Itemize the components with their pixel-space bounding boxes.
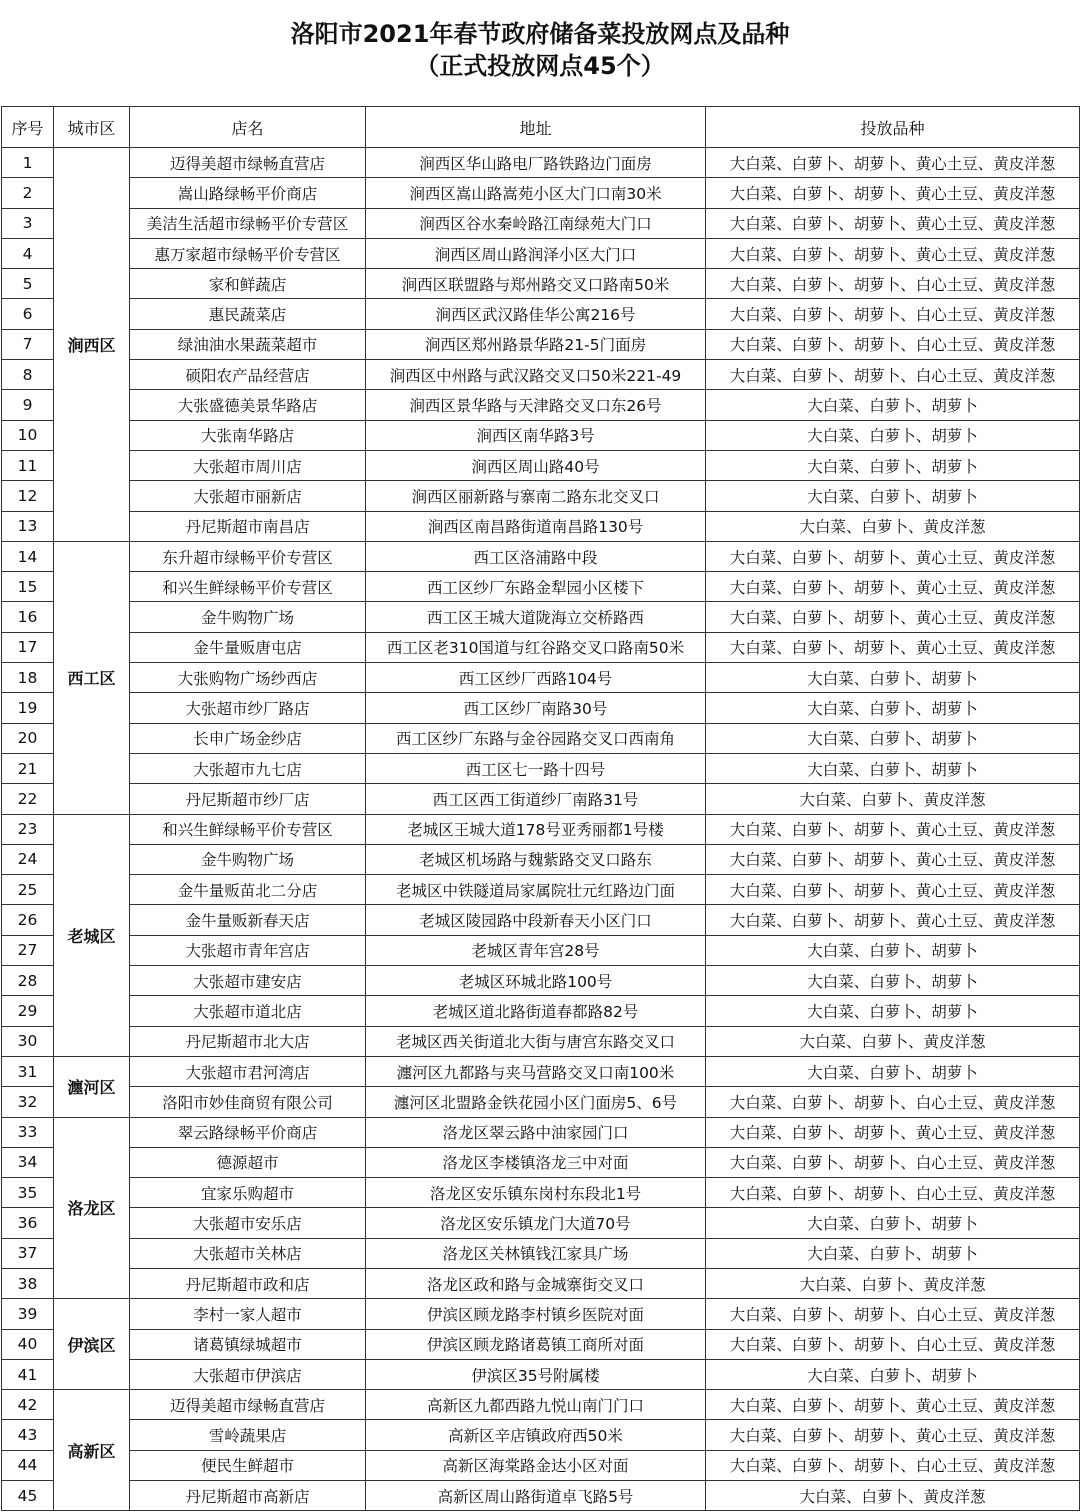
store-name: 金牛量贩新春天店 xyxy=(130,905,366,935)
store-name: 惠万家超市绿畅平价专营区 xyxy=(130,238,366,268)
store-name: 宜家乐购超市 xyxy=(130,1178,366,1208)
store-address: 涧西区周山路润泽小区大门口 xyxy=(366,238,706,268)
table-row xyxy=(2,935,1080,965)
produce-items: 大白菜、白萝卜、胡萝卜、白心土豆、黄皮洋葱 xyxy=(706,1299,1080,1329)
store-address: 涧西区郑州路景华路21-5门面房 xyxy=(366,329,706,359)
header-address: 地址 xyxy=(366,107,706,148)
store-address: 高新区九都西路九悦山南门门口 xyxy=(366,1390,706,1420)
produce-items: 大白菜、白萝卜、胡萝卜 xyxy=(706,450,1080,480)
store-address: 洛龙区政和路与金城寨街交叉口 xyxy=(366,1268,706,1298)
row-number: 32 xyxy=(2,1087,54,1117)
row-number: 2 xyxy=(2,178,54,208)
table-header-row xyxy=(2,107,1080,148)
table-row xyxy=(2,360,1080,390)
store-address: 老城区环城北路100号 xyxy=(366,966,706,996)
table-row xyxy=(2,299,1080,329)
table-row xyxy=(2,905,1080,935)
row-number: 16 xyxy=(2,602,54,632)
produce-items: 大白菜、白萝卜、胡萝卜、黄心土豆、黄皮洋葱 xyxy=(706,814,1080,844)
row-number: 11 xyxy=(2,450,54,480)
produce-items: 大白菜、白萝卜、黄皮洋葱 xyxy=(706,1268,1080,1298)
store-address: 高新区辛店镇政府西50米 xyxy=(366,1420,706,1450)
store-name: 大张购物广场纱西店 xyxy=(130,663,366,693)
row-number: 10 xyxy=(2,420,54,450)
produce-items: 大白菜、白萝卜、胡萝卜、白心土豆、黄皮洋葱 xyxy=(706,1178,1080,1208)
table-row xyxy=(2,966,1080,996)
table-row xyxy=(2,602,1080,632)
header-store: 店名 xyxy=(130,107,366,148)
store-address: 涧西区中州路与武汉路交叉口50米221-49 xyxy=(366,360,706,390)
produce-items: 大白菜、白萝卜、胡萝卜、白心土豆、黄皮洋葱 xyxy=(706,329,1080,359)
table-row xyxy=(2,1299,1080,1329)
district-name: 伊滨区 xyxy=(54,1299,130,1390)
row-number: 43 xyxy=(2,1420,54,1450)
table-row xyxy=(2,208,1080,238)
store-name: 丹尼斯超市南昌店 xyxy=(130,511,366,541)
produce-items: 大白菜、白萝卜、胡萝卜、黄心土豆、黄皮洋葱 xyxy=(706,875,1080,905)
store-name: 大张超市丽新店 xyxy=(130,481,366,511)
store-name: 大张南华路店 xyxy=(130,420,366,450)
district-name: 高新区 xyxy=(54,1390,130,1511)
table-row xyxy=(2,784,1080,814)
produce-items: 大白菜、白萝卜、胡萝卜、黄心土豆、黄皮洋葱 xyxy=(706,844,1080,874)
store-address: 西工区老310国道与红谷路交叉口路南50米 xyxy=(366,632,706,662)
store-address: 西工区西工街道纱厂南路31号 xyxy=(366,784,706,814)
row-number: 25 xyxy=(2,875,54,905)
store-name: 丹尼斯超市高新店 xyxy=(130,1481,366,1511)
table-row xyxy=(2,481,1080,511)
table-row xyxy=(2,1420,1080,1450)
store-name: 大张超市安乐店 xyxy=(130,1208,366,1238)
produce-items: 大白菜、白萝卜、胡萝卜 xyxy=(706,420,1080,450)
table-row xyxy=(2,148,1080,178)
table-row xyxy=(2,723,1080,753)
produce-items: 大白菜、白萝卜、胡萝卜 xyxy=(706,663,1080,693)
store-address: 瀍河区九都路与夹马营路交叉口南100米 xyxy=(366,1056,706,1086)
produce-items: 大白菜、白萝卜、胡萝卜、白心土豆、黄皮洋葱 xyxy=(706,1450,1080,1480)
row-number: 42 xyxy=(2,1390,54,1420)
table-row xyxy=(2,1026,1080,1056)
store-address: 涧西区谷水秦岭路江南绿苑大门口 xyxy=(366,208,706,238)
table-body xyxy=(2,148,1080,1511)
produce-items: 大白菜、白萝卜、黄皮洋葱 xyxy=(706,1026,1080,1056)
produce-items: 大白菜、白萝卜、胡萝卜、黄心土豆、黄皮洋葱 xyxy=(706,238,1080,268)
row-number: 15 xyxy=(2,572,54,602)
store-name: 硕阳农产品经营店 xyxy=(130,360,366,390)
table-row xyxy=(2,753,1080,783)
header-district: 城市区 xyxy=(54,107,130,148)
produce-items: 大白菜、白萝卜、胡萝卜、白心土豆、黄皮洋葱 xyxy=(706,1329,1080,1359)
produce-items: 大白菜、白萝卜、胡萝卜 xyxy=(706,390,1080,420)
district-name: 涧西区 xyxy=(54,148,130,542)
row-number: 5 xyxy=(2,269,54,299)
store-name: 大张超市周川店 xyxy=(130,450,366,480)
store-address: 洛龙区翠云路中油家园门口 xyxy=(366,1117,706,1147)
produce-items: 大白菜、白萝卜、胡萝卜、黄心土豆、黄皮洋葱 xyxy=(706,208,1080,238)
row-number: 20 xyxy=(2,723,54,753)
produce-items: 大白菜、白萝卜、胡萝卜、白心土豆、黄皮洋葱 xyxy=(706,299,1080,329)
produce-items: 大白菜、白萝卜、胡萝卜、白心土豆、黄皮洋葱 xyxy=(706,1087,1080,1117)
store-name: 美洁生活超市绿畅平价专营区 xyxy=(130,208,366,238)
produce-items: 大白菜、白萝卜、胡萝卜 xyxy=(706,693,1080,723)
table-row xyxy=(2,693,1080,723)
row-number: 23 xyxy=(2,814,54,844)
produce-items: 大白菜、白萝卜、胡萝卜 xyxy=(706,996,1080,1026)
row-number: 8 xyxy=(2,360,54,390)
store-address: 老城区青年宫28号 xyxy=(366,935,706,965)
table-row xyxy=(2,420,1080,450)
outlets-table xyxy=(1,106,1080,1511)
produce-items: 大白菜、白萝卜、胡萝卜、白心土豆、黄皮洋葱 xyxy=(706,360,1080,390)
row-number: 45 xyxy=(2,1481,54,1511)
header-items: 投放品种 xyxy=(706,107,1080,148)
produce-items: 大白菜、白萝卜、黄皮洋葱 xyxy=(706,784,1080,814)
store-name: 迈得美超市绿畅直营店 xyxy=(130,148,366,178)
table-row xyxy=(2,875,1080,905)
table-row xyxy=(2,1390,1080,1420)
row-number: 40 xyxy=(2,1329,54,1359)
store-name: 丹尼斯超市北大店 xyxy=(130,1026,366,1056)
store-name: 大张盛德美景华路店 xyxy=(130,390,366,420)
store-name: 和兴生鲜绿畅平价专营区 xyxy=(130,814,366,844)
store-name: 嵩山路绿畅平价商店 xyxy=(130,178,366,208)
table-row xyxy=(2,329,1080,359)
store-address: 老城区中铁隧道局家属院壮元红路边门面 xyxy=(366,875,706,905)
produce-items: 大白菜、白萝卜、胡萝卜、黄心土豆、黄皮洋葱 xyxy=(706,541,1080,571)
store-address: 老城区陵园路中段新春天小区门口 xyxy=(366,905,706,935)
table-row xyxy=(2,178,1080,208)
store-name: 大张超市建安店 xyxy=(130,966,366,996)
store-address: 洛龙区安乐镇龙门大道70号 xyxy=(366,1208,706,1238)
store-name: 李村一家人超市 xyxy=(130,1299,366,1329)
table-row xyxy=(2,663,1080,693)
row-number: 29 xyxy=(2,996,54,1026)
document-title xyxy=(0,0,1080,106)
table-row xyxy=(2,390,1080,420)
row-number: 1 xyxy=(2,148,54,178)
table-row xyxy=(2,1268,1080,1298)
store-address: 涧西区南华路3号 xyxy=(366,420,706,450)
store-name: 大张超市纱厂路店 xyxy=(130,693,366,723)
row-number: 27 xyxy=(2,935,54,965)
district-name: 老城区 xyxy=(54,814,130,1056)
district-name: 洛龙区 xyxy=(54,1117,130,1299)
table-row xyxy=(2,632,1080,662)
store-name: 迈得美超市绿畅直营店 xyxy=(130,1390,366,1420)
table-row xyxy=(2,269,1080,299)
produce-items: 大白菜、白萝卜、胡萝卜、黄心土豆、黄皮洋葱 xyxy=(706,148,1080,178)
header-no: 序号 xyxy=(2,107,54,148)
row-number: 21 xyxy=(2,753,54,783)
row-number: 9 xyxy=(2,390,54,420)
store-address: 西工区七一路十四号 xyxy=(366,753,706,783)
store-name: 德源超市 xyxy=(130,1147,366,1177)
store-name: 和兴生鲜绿畅平价专营区 xyxy=(130,572,366,602)
store-address: 老城区机场路与魏紫路交叉口路东 xyxy=(366,844,706,874)
store-address: 西工区王城大道陇海立交桥路西 xyxy=(366,602,706,632)
store-address: 西工区纱厂西路104号 xyxy=(366,663,706,693)
table-row xyxy=(2,450,1080,480)
table-row xyxy=(2,511,1080,541)
store-name: 金牛量贩唐屯店 xyxy=(130,632,366,662)
table-row xyxy=(2,1178,1080,1208)
table-row xyxy=(2,814,1080,844)
produce-items: 大白菜、白萝卜、胡萝卜、黄心土豆、黄皮洋葱 xyxy=(706,905,1080,935)
store-name: 翠云路绿畅平价商店 xyxy=(130,1117,366,1147)
produce-items: 大白菜、白萝卜、胡萝卜 xyxy=(706,935,1080,965)
produce-items: 大白菜、白萝卜、胡萝卜、黄心土豆、黄皮洋葱 xyxy=(706,602,1080,632)
store-name: 家和鲜蔬店 xyxy=(130,269,366,299)
produce-items: 大白菜、白萝卜、胡萝卜 xyxy=(706,1208,1080,1238)
store-address: 涧西区南昌路街道南昌路130号 xyxy=(366,511,706,541)
store-address: 伊滨区35号附属楼 xyxy=(366,1359,706,1389)
store-address: 洛龙区安乐镇东岗村东段北1号 xyxy=(366,1178,706,1208)
row-number: 6 xyxy=(2,299,54,329)
row-number: 39 xyxy=(2,1299,54,1329)
store-address: 涧西区联盟路与郑州路交叉口路南50米 xyxy=(366,269,706,299)
table-row xyxy=(2,1481,1080,1511)
row-number: 18 xyxy=(2,663,54,693)
row-number: 24 xyxy=(2,844,54,874)
district-name: 西工区 xyxy=(54,541,130,814)
row-number: 41 xyxy=(2,1359,54,1389)
table-row xyxy=(2,238,1080,268)
store-address: 涧西区嵩山路嵩苑小区大门口南30米 xyxy=(366,178,706,208)
row-number: 3 xyxy=(2,208,54,238)
title-line-1: 洛阳市2021年春节政府储备菜投放网点及品种 xyxy=(290,20,790,48)
store-address: 瀍河区北盟路金铁花园小区门面房5、6号 xyxy=(366,1087,706,1117)
row-number: 7 xyxy=(2,329,54,359)
store-name: 大张超市青年宫店 xyxy=(130,935,366,965)
row-number: 31 xyxy=(2,1056,54,1086)
row-number: 34 xyxy=(2,1147,54,1177)
store-address: 伊滨区顾龙路李村镇乡医院对面 xyxy=(366,1299,706,1329)
store-address: 高新区海棠路金达小区对面 xyxy=(366,1450,706,1480)
table-row xyxy=(2,1238,1080,1268)
produce-items: 大白菜、白萝卜、胡萝卜 xyxy=(706,723,1080,753)
title-line-2: （正式投放网点45个） xyxy=(415,52,665,80)
store-address: 西工区纱厂东路金犁园小区楼下 xyxy=(366,572,706,602)
row-number: 12 xyxy=(2,481,54,511)
row-number: 26 xyxy=(2,905,54,935)
table-row xyxy=(2,1329,1080,1359)
row-number: 28 xyxy=(2,966,54,996)
row-number: 38 xyxy=(2,1268,54,1298)
produce-items: 大白菜、白萝卜、胡萝卜 xyxy=(706,753,1080,783)
store-name: 诸葛镇绿城超市 xyxy=(130,1329,366,1359)
table-row xyxy=(2,844,1080,874)
table-row xyxy=(2,572,1080,602)
produce-items: 大白菜、白萝卜、胡萝卜、黄心土豆、黄皮洋葱 xyxy=(706,572,1080,602)
store-address: 涧西区周山路40号 xyxy=(366,450,706,480)
produce-items: 大白菜、白萝卜、胡萝卜、黄心土豆、黄皮洋葱 xyxy=(706,1117,1080,1147)
row-number: 14 xyxy=(2,541,54,571)
store-name: 大张超市君河湾店 xyxy=(130,1056,366,1086)
store-address: 西工区纱厂东路与金谷园路交叉口西南角 xyxy=(366,723,706,753)
store-address: 涧西区景华路与天津路交叉口东26号 xyxy=(366,390,706,420)
district-name: 瀍河区 xyxy=(54,1056,130,1117)
store-name: 金牛量贩苗北二分店 xyxy=(130,875,366,905)
store-address: 西工区洛浦路中段 xyxy=(366,541,706,571)
produce-items: 大白菜、白萝卜、胡萝卜、黄心土豆、黄皮洋葱 xyxy=(706,632,1080,662)
row-number: 33 xyxy=(2,1117,54,1147)
row-number: 13 xyxy=(2,511,54,541)
store-name: 大张超市伊滨店 xyxy=(130,1359,366,1389)
store-address: 伊滨区顾龙路诸葛镇工商所对面 xyxy=(366,1329,706,1359)
store-name: 大张超市关林店 xyxy=(130,1238,366,1268)
store-name: 金牛购物广场 xyxy=(130,844,366,874)
store-name: 惠民蔬菜店 xyxy=(130,299,366,329)
table-row xyxy=(2,1056,1080,1086)
store-name: 大张超市道北店 xyxy=(130,996,366,1026)
row-number: 37 xyxy=(2,1238,54,1268)
row-number: 44 xyxy=(2,1450,54,1480)
row-number: 22 xyxy=(2,784,54,814)
store-address: 洛龙区李楼镇洛龙三中对面 xyxy=(366,1147,706,1177)
store-address: 高新区周山路街道卓飞路5号 xyxy=(366,1481,706,1511)
store-name: 金牛购物广场 xyxy=(130,602,366,632)
row-number: 4 xyxy=(2,238,54,268)
store-name: 绿油油水果蔬菜超市 xyxy=(130,329,366,359)
table-row xyxy=(2,996,1080,1026)
table-row xyxy=(2,541,1080,571)
produce-items: 大白菜、白萝卜、黄皮洋葱 xyxy=(706,511,1080,541)
produce-items: 大白菜、白萝卜、胡萝卜 xyxy=(706,1238,1080,1268)
produce-items: 大白菜、白萝卜、胡萝卜、黄心土豆、黄皮洋葱 xyxy=(706,178,1080,208)
store-address: 涧西区华山路电厂路铁路边门面房 xyxy=(366,148,706,178)
store-address: 洛龙区关林镇钱江家具广场 xyxy=(366,1238,706,1268)
store-address: 涧西区武汉路佳华公寓216号 xyxy=(366,299,706,329)
store-address: 老城区西关街道北大街与唐宫东路交叉口 xyxy=(366,1026,706,1056)
row-number: 35 xyxy=(2,1178,54,1208)
store-name: 丹尼斯超市纱厂店 xyxy=(130,784,366,814)
produce-items: 大白菜、白萝卜、胡萝卜、白心土豆、黄皮洋葱 xyxy=(706,269,1080,299)
table-row xyxy=(2,1208,1080,1238)
table-row xyxy=(2,1117,1080,1147)
table-row xyxy=(2,1359,1080,1389)
store-name: 东升超市绿畅平价专营区 xyxy=(130,541,366,571)
row-number: 36 xyxy=(2,1208,54,1238)
table-row xyxy=(2,1450,1080,1480)
store-name: 雪岭蔬果店 xyxy=(130,1420,366,1450)
row-number: 17 xyxy=(2,632,54,662)
store-address: 老城区王城大道178号亚秀丽都1号楼 xyxy=(366,814,706,844)
produce-items: 大白菜、白萝卜、胡萝卜 xyxy=(706,1056,1080,1086)
produce-items: 大白菜、白萝卜、胡萝卜、黄心土豆、黄皮洋葱 xyxy=(706,1390,1080,1420)
table-row xyxy=(2,1147,1080,1177)
produce-items: 大白菜、白萝卜、胡萝卜 xyxy=(706,481,1080,511)
produce-items: 大白菜、白萝卜、黄皮洋葱 xyxy=(706,1481,1080,1511)
store-name: 丹尼斯超市政和店 xyxy=(130,1268,366,1298)
produce-items: 大白菜、白萝卜、胡萝卜 xyxy=(706,1359,1080,1389)
produce-items: 大白菜、白萝卜、胡萝卜 xyxy=(706,966,1080,996)
store-address: 涧西区丽新路与寨南二路东北交叉口 xyxy=(366,481,706,511)
store-address: 老城区道北路街道春都路82号 xyxy=(366,996,706,1026)
table-row xyxy=(2,1087,1080,1117)
store-name: 洛阳市妙佳商贸有限公司 xyxy=(130,1087,366,1117)
row-number: 30 xyxy=(2,1026,54,1056)
produce-items: 大白菜、白萝卜、胡萝卜、黄心土豆、黄皮洋葱 xyxy=(706,1420,1080,1450)
store-name: 便民生鲜超市 xyxy=(130,1450,366,1480)
store-address: 西工区纱厂南路30号 xyxy=(366,693,706,723)
produce-items: 大白菜、白萝卜、胡萝卜、白心土豆、黄皮洋葱 xyxy=(706,1147,1080,1177)
store-name: 大张超市九七店 xyxy=(130,753,366,783)
row-number: 19 xyxy=(2,693,54,723)
store-name: 长申广场金纱店 xyxy=(130,723,366,753)
